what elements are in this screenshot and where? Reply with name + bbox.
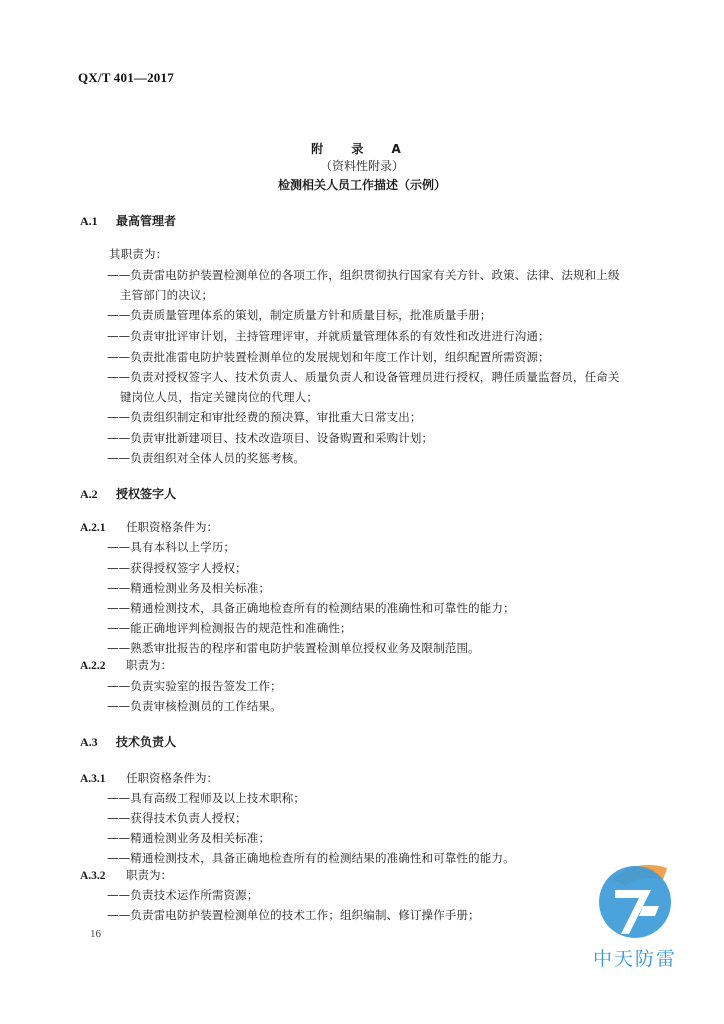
- appendix-title: 检测相关人员工作描述（示例）: [277, 178, 446, 192]
- list-item: ——精通检测技术，具备正确地检查所有的检测结果的准确性和可靠性的能力；: [107, 601, 515, 615]
- subsection-a31-heading: [80, 770, 218, 786]
- list-item: ——具有本科以上学历；: [107, 540, 236, 554]
- section-title: 最高管理者: [116, 214, 177, 228]
- subsection-title: 职责为：: [126, 658, 172, 672]
- list-item: ——负责审批新建项目、技术改造项目、设备购置和采购计划；: [107, 431, 434, 445]
- watermark-text: 中天防雷: [592, 948, 677, 970]
- list-item: ——负责对授权签字人、技术负责人、质量负责人和设备管理员进行授权，聘任质量监督员，任命关: [107, 370, 620, 384]
- section-intro: 其职责为：: [109, 247, 168, 261]
- list-item-continuation: 主管部门的决议；: [120, 288, 214, 302]
- section-a3-heading: [80, 733, 176, 750]
- subsection-number: A.2.2: [80, 660, 106, 672]
- list-item-continuation: 键岗位人员，指定关键岗位的代理人；: [120, 390, 319, 404]
- section-a1-heading: [80, 212, 176, 229]
- subsection-number: A.3.1: [80, 773, 106, 785]
- subsection-number: A.3.2: [80, 870, 106, 882]
- section-number: A.3: [80, 735, 98, 749]
- section-number: A.1: [80, 214, 98, 228]
- subsection-title: 任职资格条件为：: [126, 520, 218, 534]
- subsection-title: 任职资格条件为：: [126, 771, 218, 785]
- document-code: QX/T 401—2017: [78, 70, 174, 85]
- list-item: ——能正确地评判检测报告的规范性和准确性；: [107, 621, 352, 635]
- list-item: ——负责雷电防护装置检测单位的技术工作；组织编制、修订操作手册；: [107, 908, 480, 922]
- subsection-title: 职责为：: [126, 868, 172, 882]
- list-item: ——负责组织对全体人员的奖惩考核。: [107, 451, 306, 465]
- list-item: ——精通检测技术，具备正确地检查所有的检测结果的准确性和可靠性的能力。: [107, 851, 515, 865]
- appendix-nature: （资料性附录）: [319, 159, 404, 173]
- list-item: ——负责技术运作所需资源；: [107, 888, 259, 902]
- appendix-label: 附 录 A: [311, 142, 413, 156]
- list-item: ——负责雷电防护装置检测单位的各项工作，组织贯彻执行国家有关方针、政策、法律、法规和上级: [107, 268, 620, 282]
- list-item: ——负责审核检测员的工作结果。: [107, 699, 282, 713]
- list-item: ——负责质量管理体系的策划，制定质量方针和质量目标，批准质量手册；: [107, 308, 492, 322]
- list-item: ——负责批准雷电防护装置检测单位的发展规划和年度工作计划，组织配置所需资源；: [107, 350, 550, 364]
- section-number: A.2: [80, 487, 98, 501]
- list-item: ——负责审批评审计划，主持管理评审，并就质量管理体系的有效性和改进进行沟通；: [107, 329, 550, 343]
- subsection-a21-heading: [80, 519, 218, 535]
- list-item: ——负责实验室的报告签发工作；: [107, 679, 282, 693]
- list-item: ——精通检测业务及相关标准；: [107, 581, 271, 595]
- list-item: ——熟悉审批报告的程序和雷电防护装置检测单位授权业务及限制范围。: [107, 641, 480, 655]
- list-item: ——获得授权签字人授权；: [107, 561, 247, 575]
- list-item: ——具有高级工程师及以上技术职称；: [107, 791, 306, 805]
- subsection-a32-heading: [80, 867, 172, 883]
- section-title: 授权签字人: [116, 487, 177, 501]
- section-title: 技术负责人: [116, 735, 177, 749]
- subsection-number: A.2.1: [80, 522, 106, 534]
- subsection-a22-heading: [80, 657, 172, 673]
- list-item: ——获得技术负责人授权；: [107, 811, 247, 825]
- section-a2-heading: [80, 485, 176, 502]
- page-number: 16: [90, 928, 101, 940]
- list-item: ——负责组织制定和审批经费的预决算，审批重大日常支出；: [107, 410, 422, 424]
- list-item: ——精通检测业务及相关标准；: [107, 831, 271, 845]
